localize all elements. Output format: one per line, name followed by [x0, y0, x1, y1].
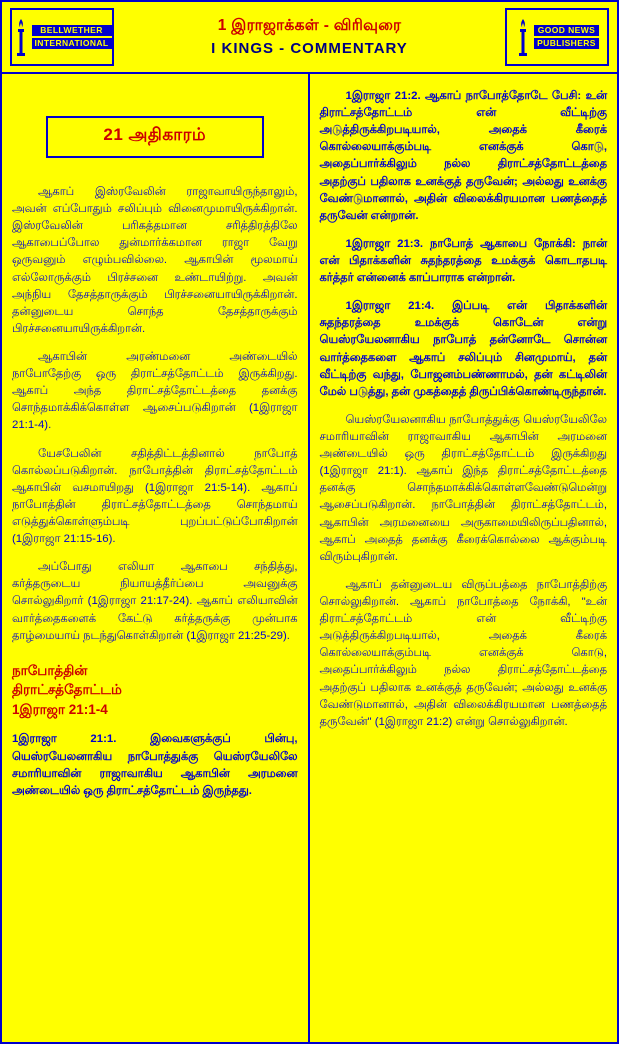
- verse-paragraph: 1இராஜா 21:3. நாபோத் ஆகாபை நோக்கி: நான் என் பிதாக்களின் சுதந்தரத்தை உமக்குக் கொடாதபடி கர்த்தர் என்னைக் காப்பாராக என்றான்.: [319, 237, 607, 285]
- chapter-title: 21 அதிகாரம்: [103, 125, 207, 144]
- paragraph: ஆகாபின் அரண்மனை அண்டையில் நாபோதேற்கு ஒரு திராட்சத்தோட்டம் இருக்கிறது. ஆகாப் அந்த திராட்சத்தோட்டத்தை தனக்கு சொந்தமாக்கிக்கொள்ள ஆசைப்படுகிறான் (1இராஜா 21:1-4).: [12, 350, 298, 432]
- bellwether-international-logo: [10, 8, 114, 66]
- title-tamil: 1 இராஜாக்கள் - விரிவுரை: [217, 17, 402, 34]
- paragraph: அப்போது எலியா ஆகாபை சந்தித்து, கர்த்தருடைய நியாயத்தீர்ப்பை அவனுக்கு சொல்லுகிறார் (1இராஜா 21:17-24). ஆகாப் எலியாவின் வார்த்தைகளைக் கேட்டு கர்த்தருக்கு முன்பாக தாழ்மையாய் நடந்துகொள்கிறான் (1இராஜா 21:25-29).: [12, 561, 298, 642]
- subheading-reference: 1இராஜா 21:1-4: [12, 701, 108, 717]
- torch-icon: [515, 17, 531, 57]
- title-english: I KINGS - COMMENTARY: [211, 40, 408, 57]
- subheading-line-1: நாபோத்தின்: [12, 662, 88, 678]
- subheading-line-2: திராட்சத்தோட்டம்: [12, 682, 122, 698]
- verse-paragraph: 1இராஜா 21:2. ஆகாப் நாபோத்தோடே பேசி: உன் திராட்சத்தோட்டம் என் வீட்டிற்கு அடுத்திருக்கிறபடியால், அதைக் கீரைக் கொல்லையாக்கும்படி எனக்குக் கொடு, அதைப்பார்க்கிலும் நல்ல திராட்சத்தோட்டத்தை அதற்குப் பதிலாக உனக்குத் தருவேன்; அல்லது உனக்கு வேண்டுமானால், அதின் விலைக்கிரயமான பணத்தைத் தருவேன் என்றான்.: [319, 90, 607, 222]
- right-column: [310, 74, 618, 1042]
- page-body: [2, 74, 617, 1042]
- logo-line-1: GOOD NEWS: [534, 25, 599, 36]
- logo-line-2: INTERNATIONAL: [32, 38, 112, 49]
- good-news-publishers-logo: [505, 8, 609, 66]
- paragraph: யேசபேலின் சதித்திட்டத்தினால் நாபோத் கொல்லப்படுகிறான். நாபோத்தின் திராட்சத்தோட்டம் ஆகாபின் வசமாயிறது (1இராஜா 21:5-14). ஆகாப் நாபோத்தின் திராட்சத்தோட்டத்தை சொந்தமாய் எடுத்துக்கொள்ளும்படி புறப்பட்டுப்போகிறான் (1இராஜா 21:15-16).: [12, 447, 298, 546]
- paragraph: யெஸ்ரயேலனாகிய நாபோத்துக்கு யெஸ்ரயேலிலே சமாரியாவின் ராஜாவாகிய ஆகாபின் அரமனை அண்டையில் ஒரு திராட்சத்தோட்டம் இருக்கிறது (1இராஜா 21:1). ஆகாப் இந்த திராட்சத்தோட்டத்தை தனக்கு சொந்தமாக்கிக்கொள்ளவேண்டுமென்று ஆசைப்படுகிறான். நாபோத்தின் திராட்சத்தோட்டம், ஆகாபின் அரமனையை அருகாமையிலிருப்பதினால், ஆகாப் அதைத் தனக்கு கீரைக்கொல்லை ஆக்கும்படி விரும்புகிறான்.: [319, 413, 607, 563]
- page-header: [2, 2, 617, 74]
- logo-line-1: BELLWETHER: [32, 25, 112, 36]
- page-title: [114, 2, 505, 72]
- torch-icon: [13, 17, 29, 57]
- verse-paragraph: 1இராஜா 21:4. இப்படி என் பிதாக்களின் சுதந்தரத்தை உமக்குக் கொடேன் என்று யெஸ்ரயேலனாகிய நாபோத் தன்னோடே சொன்ன வார்த்தைகளை ஆகாப் சலிப்பும் சினமுமாய், தன் வீட்டிற்கு வந்து, போஜனம்பண்ணாமல், தன் கட்டிலின் மேல் படுத்து, தன் முகத்தைத் திருப்பிக்கொண்டிருந்தான்.: [319, 300, 607, 398]
- paragraph: ஆகாப் இஸ்ரவேலின் ராஜாவாயிருந்தாலும், அவன் எப்போதும் சலிப்பும் வினைமுமாயிருக்கிறான். இஸ்ரவேலின் பரிகத்தமான சரித்திரத்திலே ஆகாபைப்போல துன்மார்க்கமான ராஜா வேறு ஒருவனும் எழும்பவில்லை. ஆகாபின் மூலமாய் எல்லோருக்கும் பிரச்சனை உண்டாயிற்று. அவன் அந்நிய தேசத்தாருக்கும் பிரச்சனையாயிருக்கிறான். தன்னுடைய சொந்த தேசத்தாருக்கும் பிரச்சனையாயிருக்கிறான்.: [12, 186, 298, 335]
- logo-line-2: PUBLISHERS: [534, 38, 599, 49]
- verse-paragraph: 1இராஜா 21:1. இவைகளுக்குப் பின்பு, யெஸ்ரயேலனாகிய நாபோத்துக்கு யெஸ்ரயேலிலே சமாரியாவின் ராஜாவாகிய ஆகாபின் அரமனை அண்டையில் ஒரு திராட்சத்தோட்டம் இருந்தது.: [12, 733, 298, 797]
- paragraph: ஆகாப் தன்னுடைய விருப்பத்தை நாபோத்திற்கு சொல்லுகிறான். ஆகாப் நாபோத்தை நோக்கி, "உன் திராட்சத்தோட்டம் என் வீட்டிற்கு அடுத்திருக்கிறபடியால், அதைக் கீரைக் கொல்லையாக்கும்படி எனக்குக் கொடு, அதைப்பார்க்கிலும் நல்ல திராட்சத்தோட்டத்தை அதற்குப் பதிலாக உனக்குத் தருவேன்; அல்லது உனக்கு வேண்டுமானால், அதின் விலைக்கிரயமான பணத்தைத் தருவேன்" (1இராஜா 21:2) என்று சொல்லுகிறான்.: [319, 578, 607, 728]
- section-subheading: [12, 661, 298, 720]
- left-column: [2, 74, 310, 1042]
- chapter-heading-box: [46, 116, 264, 158]
